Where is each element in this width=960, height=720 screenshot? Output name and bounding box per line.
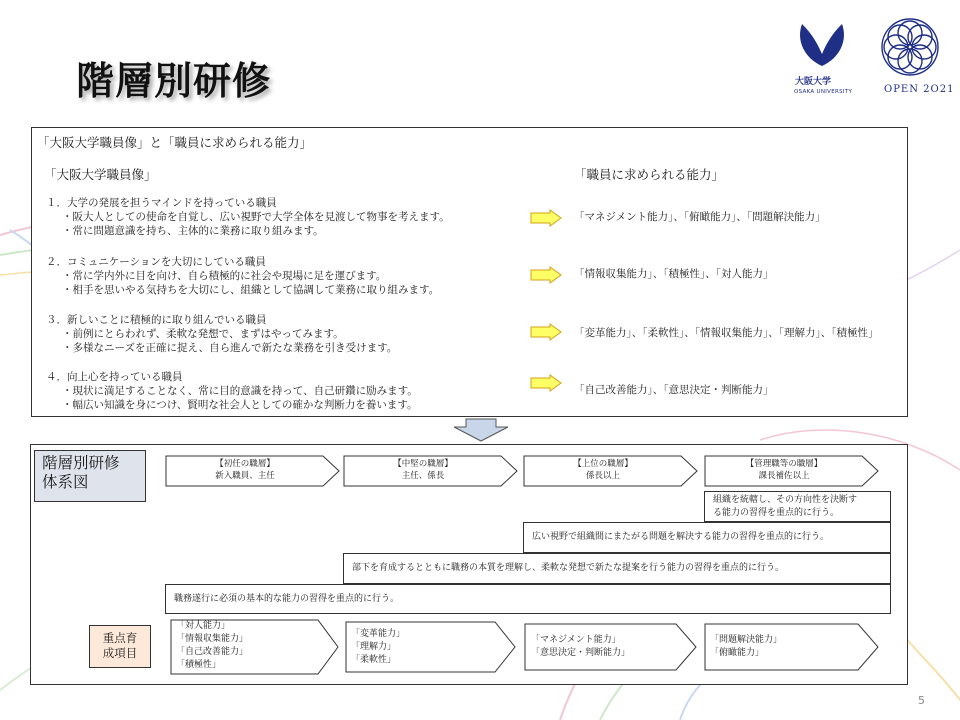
focus-1-item-2: 「情報収集能力」 — [176, 634, 249, 644]
level-1-name: 【初任の職層】 — [215, 459, 275, 469]
system-chart-title — [34, 450, 146, 502]
staff-item-4-line-1: ・現状に満足することなく、常に目的意識を持って、自己研鑽に励みます。 — [62, 385, 418, 397]
level-2-name: 【中堅の職層】 — [393, 459, 453, 469]
band-management — [704, 491, 891, 522]
page-number: 5 — [918, 694, 925, 707]
staff-item-2-line-2: ・相手を思いやる気持ちを大切にし、組織として協調して業務に取り組みます。 — [62, 284, 440, 296]
section1-heading: 「大阪大学職員像」と「職員に求められる能力」 — [37, 135, 313, 150]
required-abilities-heading: 「職員に求められる能力」 — [574, 167, 725, 182]
level-3-desc: 係長以上 — [585, 471, 620, 481]
level-3-name: 【上位の職層】 — [573, 459, 633, 469]
band-entry-text: 職務遂行に必須の基本的な能力の習得を重点的に行う。 — [174, 594, 400, 604]
focus-2-item-1: 「変革能力」 — [351, 629, 406, 639]
focus-label-line-2: 成項目 — [102, 646, 138, 660]
open-2021-label: OPEN 2O21 — [884, 84, 955, 95]
ability-1: 「マネジメント能力」、「俯瞰能力」、「問題解決能力」 — [574, 211, 826, 223]
band-mid — [343, 553, 891, 584]
ability-3: 「変革能力」、「柔軟性」、「情報収集能力」、「理解力」、「積極性」 — [574, 327, 879, 339]
staff-item-2-line-1: ・常に学内外に目を向け、自ら積極的に社会や現場に足を運びます。 — [62, 270, 387, 282]
staff-item-2-title: ２．コミュニケーションを大切にしている職員 — [46, 256, 266, 268]
staff-item-1-title: １．大学の発展を担うマインドを持っている職員 — [46, 197, 277, 209]
level-4-name: 【管理職等の職層】 — [745, 459, 823, 469]
focus-1-item-4: 「積極性」 — [176, 660, 222, 670]
focus-2-item-3: 「柔軟性」 — [351, 655, 397, 665]
university-name: 大阪大学 — [795, 77, 832, 87]
band-senior — [523, 522, 891, 553]
staff-item-1-line-2: ・常に問題意識を持ち、主体的に業務に取り組みます。 — [62, 225, 324, 237]
staff-item-1-line-1: ・阪大人としての使命を自覚し、広い視野で大学全体を見渡して物事を考えます。 — [62, 211, 450, 223]
staff-item-3-title: ３．新しいことに積極的に取り組んでいる職員 — [46, 314, 267, 326]
right-arrow-icon — [530, 209, 562, 227]
focus-chevron-4 — [704, 623, 880, 671]
osaka-university-logo-icon — [794, 18, 850, 70]
band-management-line-2: る能力の習得を重点的に行う。 — [713, 508, 840, 518]
focus-2-item-2: 「理解力」 — [351, 642, 397, 652]
level-1-desc: 新入職員、主任 — [215, 471, 275, 481]
level-2-desc: 主任、係長 — [401, 471, 445, 481]
ability-2: 「情報収集能力」、「積極性」、「対人能力」 — [574, 268, 774, 280]
focus-4-item-1: 「問題解決能力」 — [710, 635, 783, 645]
focus-label-line-1: 重点育 — [102, 631, 138, 645]
right-arrow-icon — [530, 374, 562, 392]
staff-item-3-line-2: ・多様なニーズを正確に捉え、自ら進んで新たな業務を引き受けます。 — [62, 342, 398, 354]
focus-1-item-1: 「対人能力」 — [176, 621, 231, 631]
level-4-desc: 課長補佐以上 — [758, 471, 810, 481]
band-management-line-1: 組織を統轄し、その方向性を決断す — [713, 495, 858, 505]
staff-item-3-line-1: ・前例にとらわれず、柔軟な発想で、まずはやってみます。 — [62, 328, 344, 340]
ability-4: 「自己改善能力」、「意思決定・判断能力」 — [574, 384, 774, 396]
focus-items-label — [89, 625, 151, 668]
down-arrow-icon — [452, 418, 510, 442]
band-mid-text: 部下を育成するとともに職務の本質を理解し、柔軟な発想で新たな提案を行う能力の習得を重点的に行う。 — [352, 563, 785, 573]
band-senior-text: 広い視野で組織間にまたがる問題を解決する能力の習得を重点的に行う。 — [532, 532, 830, 542]
focus-chevron-3 — [524, 623, 698, 671]
focus-1-item-3: 「自己改善能力」 — [176, 647, 249, 657]
right-arrow-icon — [530, 266, 562, 284]
focus-3-item-1: 「マネジメント能力」 — [531, 635, 621, 645]
system-title-line-1: 階層別研修 — [42, 454, 120, 472]
band-entry — [165, 584, 891, 614]
system-title-line-2: 体系図 — [42, 473, 89, 491]
staff-item-4-title: ４．向上心を持っている職員 — [46, 371, 183, 383]
focus-4-item-2: 「俯瞰能力」 — [710, 648, 765, 658]
staff-image-heading: 「大阪大学職員像」 — [44, 167, 157, 182]
page-title: 階層別研修 — [76, 59, 272, 103]
staff-item-4-line-2: ・幅広い知識を身につけ、賢明な社会人としての確かな判断力を養います。 — [62, 399, 418, 411]
focus-3-item-2: 「意思決定・判断能力」 — [531, 648, 631, 658]
right-arrow-icon — [530, 323, 562, 341]
university-name-en: OSAKA UNIVERSITY — [794, 89, 853, 95]
open-2021-emblem-icon — [879, 16, 941, 78]
